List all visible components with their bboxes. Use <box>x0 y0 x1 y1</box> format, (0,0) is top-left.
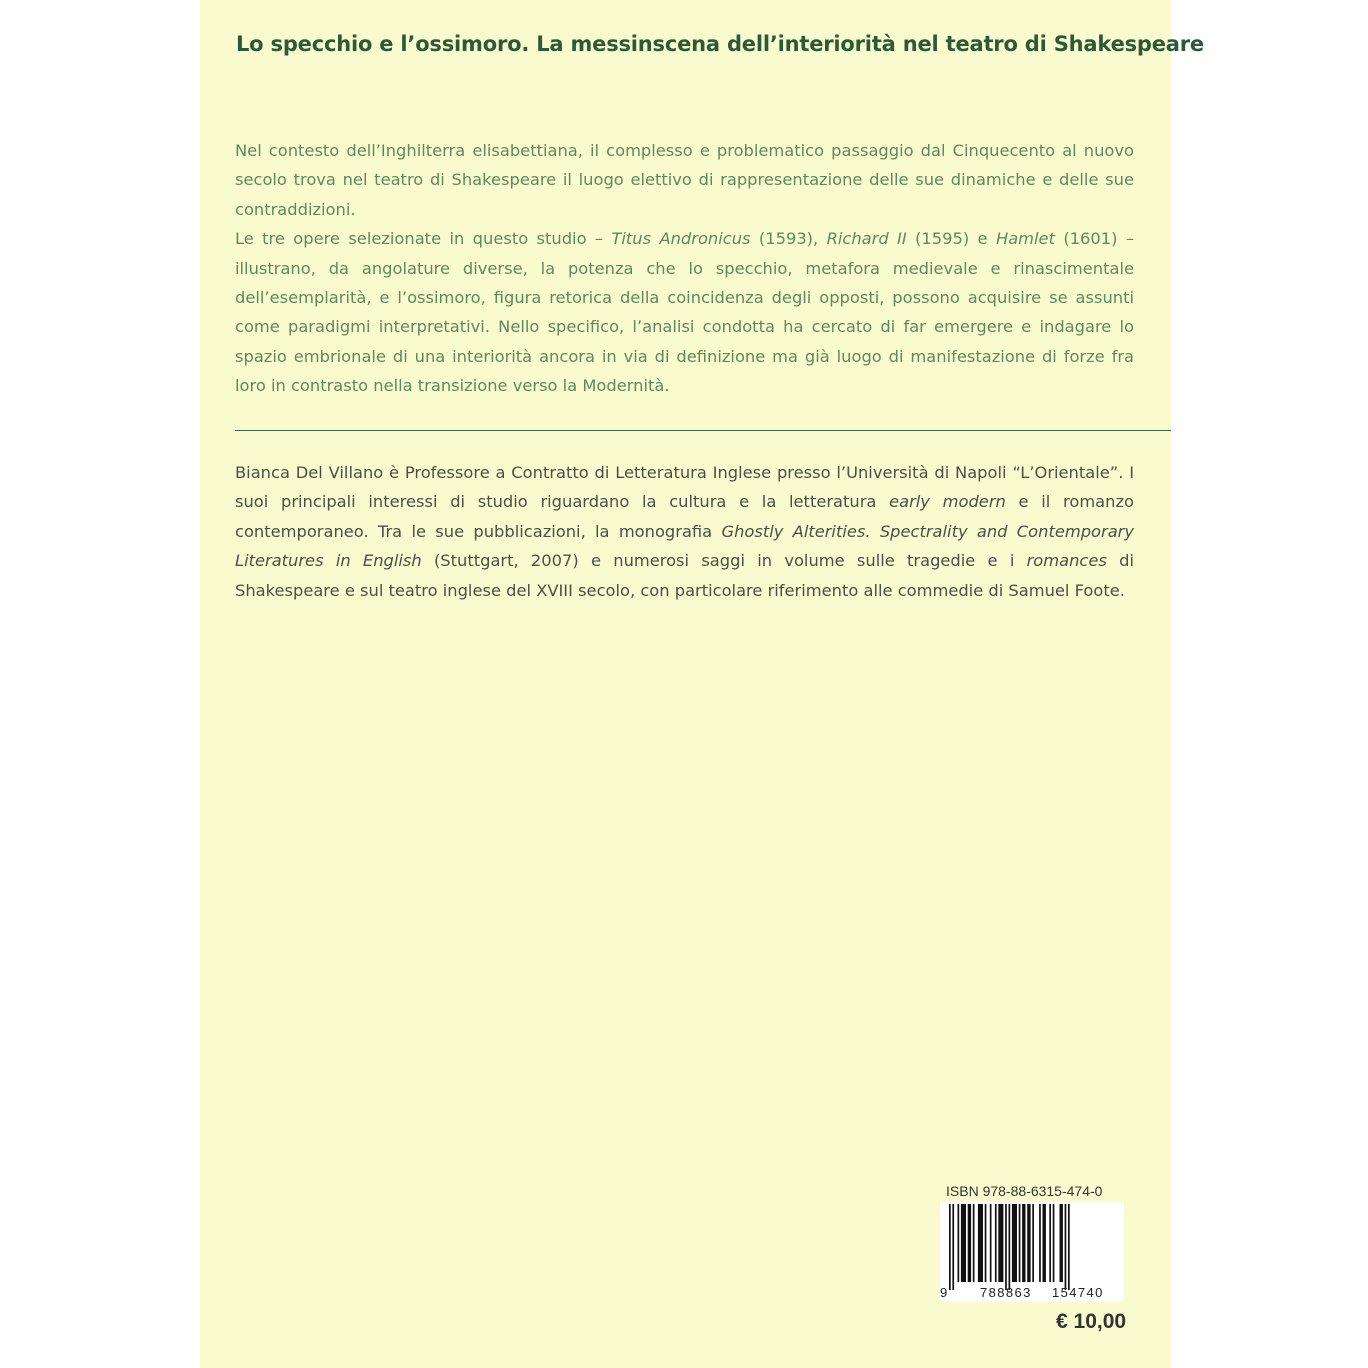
barcode-bar <box>1005 1204 1007 1290</box>
bio-text: e il romanzo contemporaneo. Tra le sue pubblicazioni, la monografia <box>235 492 1134 541</box>
barcode-bar <box>973 1204 975 1282</box>
barcode-bar <box>1060 1204 1063 1282</box>
author-bio <box>235 458 1134 605</box>
barcode-digits-right: 154740 <box>1052 1285 1104 1300</box>
bio-emphasis-monograph: Ghostly Alterities. Spectrality and Contemporary Literatures in English <box>235 521 1135 571</box>
barcode-bar <box>961 1204 966 1282</box>
barcode-bar <box>978 1204 983 1282</box>
barcode-digit-first: 9 <box>940 1285 948 1300</box>
synopsis-text: (1595) e <box>906 229 996 249</box>
barcode-bar <box>1039 1204 1041 1282</box>
barcode-bar <box>1027 1204 1030 1282</box>
barcode-bar <box>1068 1204 1070 1290</box>
barcode-bar <box>949 1204 951 1290</box>
barcode-bar <box>995 1204 997 1282</box>
barcode-bar <box>990 1204 992 1282</box>
barcode-bar <box>1053 1204 1055 1282</box>
work-title-hamlet: Hamlet <box>995 229 1055 249</box>
barcode-bar <box>952 1204 954 1290</box>
barcode-bar <box>1065 1204 1067 1290</box>
barcode-bar <box>1049 1204 1051 1282</box>
price-label: € 10,00 <box>1056 1310 1127 1333</box>
bio-text: di Shakespeare e sul teatro inglese del XVIII secolo, con particolare riferimento alle commedie di Samuel Foote. <box>235 551 1134 600</box>
barcode-bar <box>968 1204 971 1282</box>
bio-emphasis-early-modern: early modern <box>889 492 1006 512</box>
barcode-bar <box>985 1204 987 1282</box>
barcode-bar <box>1043 1204 1046 1282</box>
synopsis-text: (1593), <box>750 229 827 249</box>
synopsis <box>235 136 1134 401</box>
bio-emphasis-romances: romances <box>1026 551 1107 571</box>
isbn-label: ISBN 978-88-6315-474-0 <box>946 1183 1103 1199</box>
work-title-richard: Richard II <box>826 229 907 249</box>
synopsis-paragraph-1: Nel contesto dell’Inghilterra elisabettiana, il complesso e problematico passaggio dal Cinquecento al nuovo secolo trova nel teatro di Shakespeare il luogo elettivo di rappresentazione delle sue dinamiche e delle sue contraddizioni. <box>235 141 1134 219</box>
author-bio-paragraph <box>235 458 1134 605</box>
section-divider <box>235 430 1171 431</box>
barcode-bar <box>1032 1204 1034 1282</box>
synopsis-text: (1601) – illustrano, da angolature diverse, la potenza che lo specchio, metafora medievale e rinascimentale dell’esemplarità, e l’ossimoro, figura retorica della coincidenza degli opposti, possono acquisire se assunti come paradigmi interpretativi. Nello specifico, l’analisi condotta ha cercato di far emergere e indagare lo spazio embrionale di una interiorità ancora in via di definizione ma già luogo di manifestazione di forze fra loro in contrasto nella transizione verso la Modernità. <box>235 229 1134 396</box>
back-cover <box>200 0 1204 1368</box>
barcode-bar <box>1009 1204 1011 1290</box>
barcode-bar <box>1022 1204 1025 1282</box>
bio-text: (Stuttgart, 2007) e numerosi saggi in volume sulle tragedie e i <box>421 551 1027 571</box>
barcode-bar <box>1012 1204 1017 1282</box>
bio-text: Bianca Del Villano è Professore a Contratto di Letteratura Inglese presso l’Università di Napoli “L’Orientale”. I suoi principali interessi di studio riguardano la cultura e la letteratura <box>235 463 1134 512</box>
isbn-barcode <box>940 1202 1124 1302</box>
work-title-titus: Titus Andronicus <box>611 229 751 249</box>
barcode-bar <box>998 1204 1003 1282</box>
synopsis-text: Le tre opere selezionate in questo studio – <box>235 229 612 249</box>
barcode-digits-left: 788863 <box>980 1285 1032 1300</box>
barcode-bar <box>1019 1204 1021 1282</box>
barcode-bar <box>958 1204 960 1282</box>
synopsis-paragraph-2 <box>235 224 1134 400</box>
book-title: Lo specchio e l’ossimoro. La messinscena dell’interiorità nel teatro di Shakespeare <box>236 32 1204 56</box>
